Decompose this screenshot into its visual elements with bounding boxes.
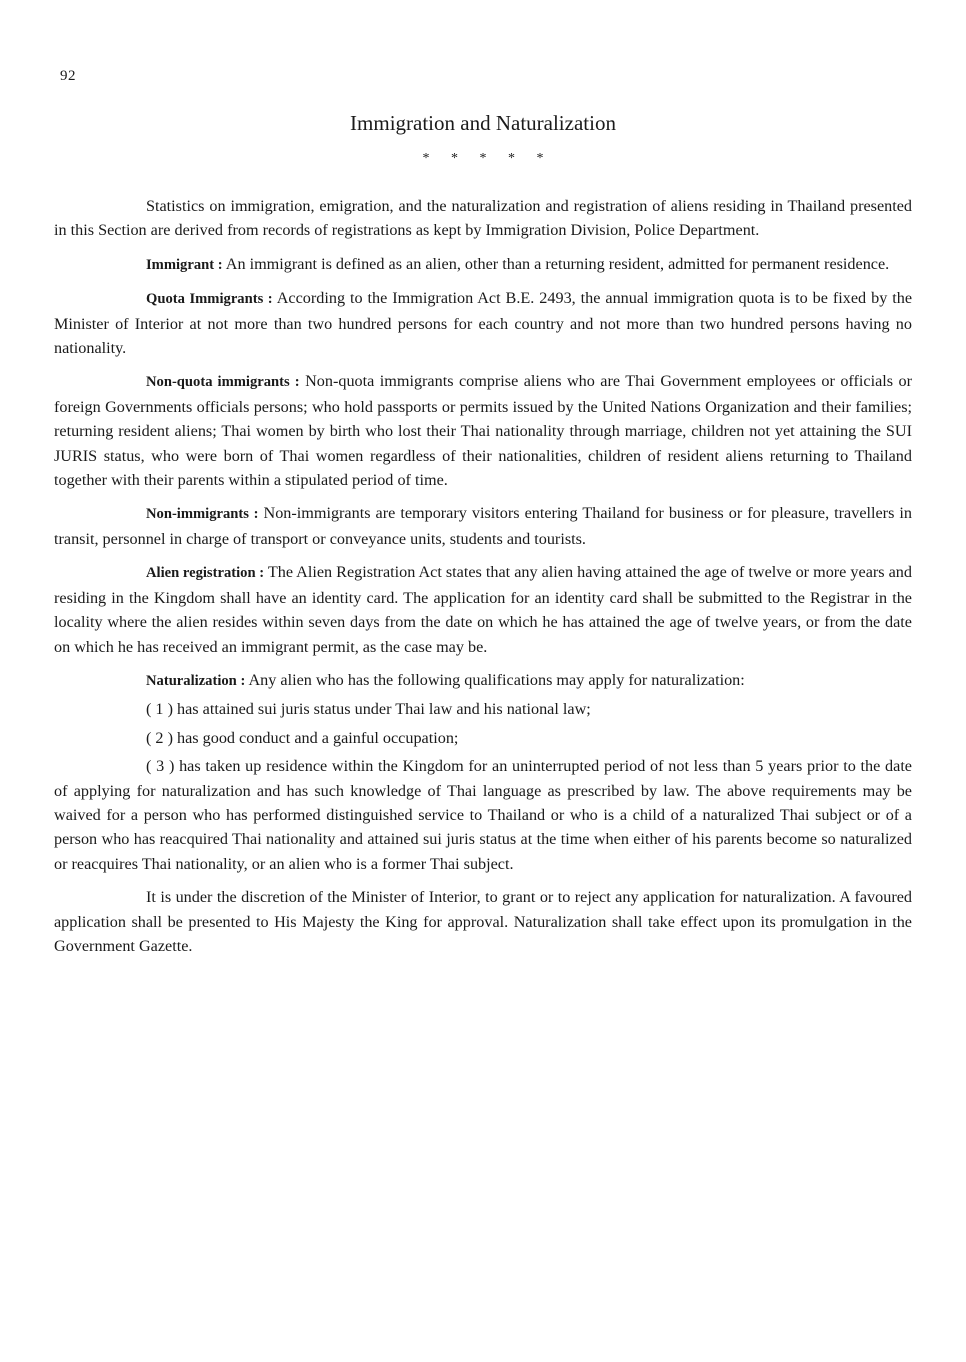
closing-paragraph: It is under the discretion of the Minister of Interior, to grant or to reject any application for naturalization. A favoured application shall be presented to His Majesty the King for approval. Naturalization shall take effect upon its promulgation in the Government Gazette. bbox=[54, 888, 912, 955]
section-separator: * * * * * bbox=[422, 151, 544, 166]
document-body bbox=[54, 194, 912, 958]
nonimmigrants-definition: Non-immigrants are temporary visitors entering Thailand for business or for pleasure, travellers in transit, personnel in charge of transport or conveyance units, students and tourists. bbox=[54, 504, 912, 548]
quota-definition: According to the Immigration Act B.E. 2493, the annual immigration quota is to be fixed by the Minister of Interior at not more than two hundred persons for each country and not more than two hundred persons having no nationality. bbox=[54, 289, 913, 358]
qualification-item-3: ( 3 ) has taken up residence within the Kingdom for an uninterrupted period of not less than 5 years prior to the date of applying for naturalization and has such knowledge of Thai language as prescribed by law. The above requirements may be waived for a person who has performed distinguished service to Thailand or who is a child of a naturalized Thai subject or of a person who has reacquired Thai nationality and attained sui juris status at the time when either of his parents become so naturalized or reacquires Thai nationality, or an alien who is a former Thai subject. bbox=[54, 757, 912, 873]
page-title: Immigration and Naturalization bbox=[350, 111, 616, 135]
page-number: 92 bbox=[60, 68, 76, 84]
alien-registration-term: Alien registration : bbox=[146, 565, 265, 582]
quota-term: Quota Immigrants : bbox=[146, 291, 273, 308]
immigrant-definition: An immigrant is defined as an alien, other than a returning resident, admitted for permanent residence. bbox=[222, 254, 890, 273]
immigrant-term: Immigrant : bbox=[146, 256, 223, 273]
nonquota-definition: Non-quota immigrants comprise aliens who are Thai Government employees or officials or foreign Governments officials persons; who hold passports or permits issued by the United Nations Organization and their families; returning resident aliens; Thai women by birth who lost their Thai nationality through marriage, children not yet attaining the SUI JURIS status, who were born of Thai women regardless of their nationalities, children of resident aliens returning to Thailand together with their parents within a stipulated period of time. bbox=[54, 372, 912, 490]
naturalization-paragraph bbox=[54, 668, 912, 693]
immigrant-paragraph bbox=[54, 252, 912, 277]
naturalization-term: Naturalization : bbox=[146, 672, 246, 689]
alien-registration-definition: The Alien Registration Act states that any alien having attained the age of twelve or more years and residing in the Kingdom shall have an identity card. The application for an identity card shall be submitted to the Registrar in the locality where the alien resides within seven days from the date on which he has attained the age of twelve years, or from the date on which he has received an immigrant permit, as the case may be. bbox=[54, 563, 912, 656]
naturalization-definition: Any alien who has the following qualifications may apply for naturalization: bbox=[245, 670, 745, 689]
intro-paragraph: Statistics on immigration, emigration, and the naturalization and registration of aliens residing in Thailand presented in this Section are derived from records of registrations as kept by Immigration Division, Police Department. bbox=[54, 197, 912, 240]
alien-registration-paragraph bbox=[54, 560, 912, 659]
quota-paragraph bbox=[54, 286, 912, 360]
nonimmigrants-paragraph bbox=[54, 501, 912, 551]
nonimmigrants-term: Non-immigrants : bbox=[146, 506, 259, 523]
nonquota-term: Non-quota immigrants : bbox=[146, 374, 300, 391]
nonquota-paragraph bbox=[54, 369, 912, 492]
qualification-item-1: ( 1 ) has attained sui juris status under Thai law and his national law; bbox=[146, 700, 591, 719]
qualification-item-2: ( 2 ) has good conduct and a gainful occupation; bbox=[146, 728, 459, 747]
